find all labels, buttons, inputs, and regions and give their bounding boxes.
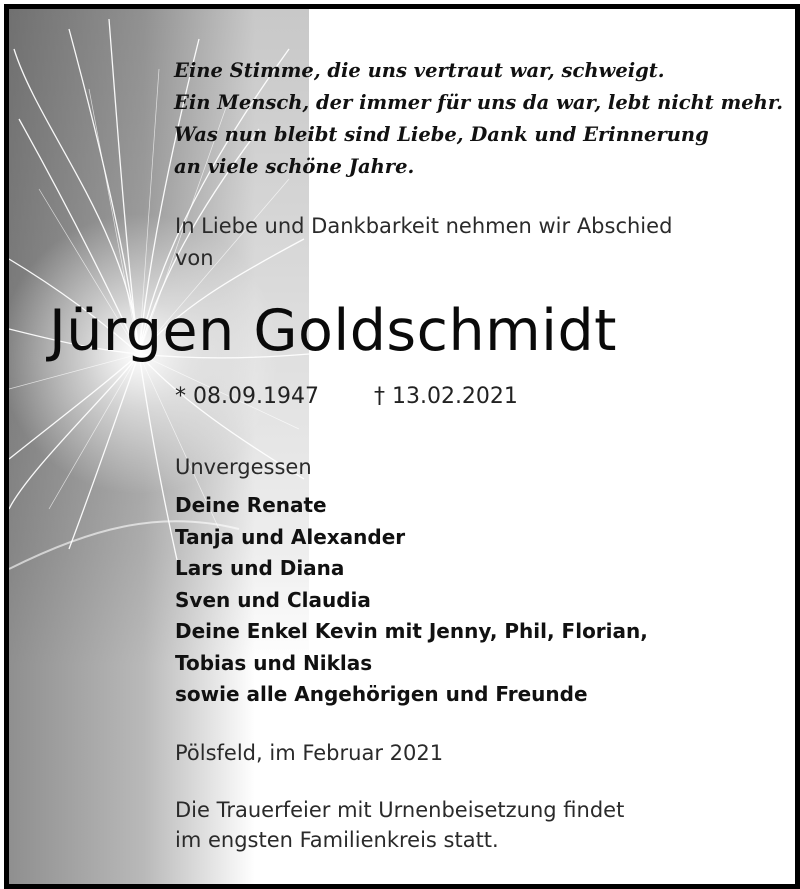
quote-line: Eine Stimme, die uns vertraut war, schweigt. [174, 59, 665, 82]
quote-line: Was nun bleibt sind Liebe, Dank und Erinnerung [174, 123, 709, 146]
farewell-intro [175, 210, 775, 274]
funeral-line: im engsten Familienkreis statt. [175, 828, 499, 852]
mourner-entry: Tanja und Alexander [175, 524, 406, 549]
intro-line: von [175, 246, 214, 270]
mourner-entry: Sven und Claudia [175, 587, 371, 612]
mourners-list [175, 490, 785, 711]
quote-line: Ein Mensch, der immer für uns da war, lebt nicht mehr. [174, 91, 784, 114]
deceased-name: Jürgen Goldschmidt [49, 298, 617, 364]
mourner-entry: Lars und Diana [175, 556, 345, 580]
quote-line: an viele schöne Jahre. [174, 155, 415, 178]
place-and-date: Pölsfeld, im Februar 2021 [175, 741, 444, 765]
mourner-entry: sowie alle Angehörigen und Freunde [175, 682, 588, 706]
intro-line: In Liebe und Dankbarkeit nehmen wir Abschied [175, 214, 673, 238]
mourner-entry: Tobias und Niklas [175, 650, 373, 675]
funeral-note [175, 795, 785, 855]
memorial-quote [174, 55, 784, 183]
funeral-line: Die Trauerfeier mit Urnenbeisetzung findet [175, 798, 625, 822]
life-dates [175, 381, 518, 413]
mourner-entry: Deine Renate [175, 493, 327, 517]
obituary-notice [4, 4, 800, 889]
mourners-heading: Unvergessen [175, 455, 312, 479]
death-date: † 13.02.2021 [373, 384, 518, 409]
birth-date: * 08.09.1947 [175, 384, 319, 409]
mourner-entry: Deine Enkel Kevin mit Jenny, Phil, Florian, [175, 619, 648, 643]
